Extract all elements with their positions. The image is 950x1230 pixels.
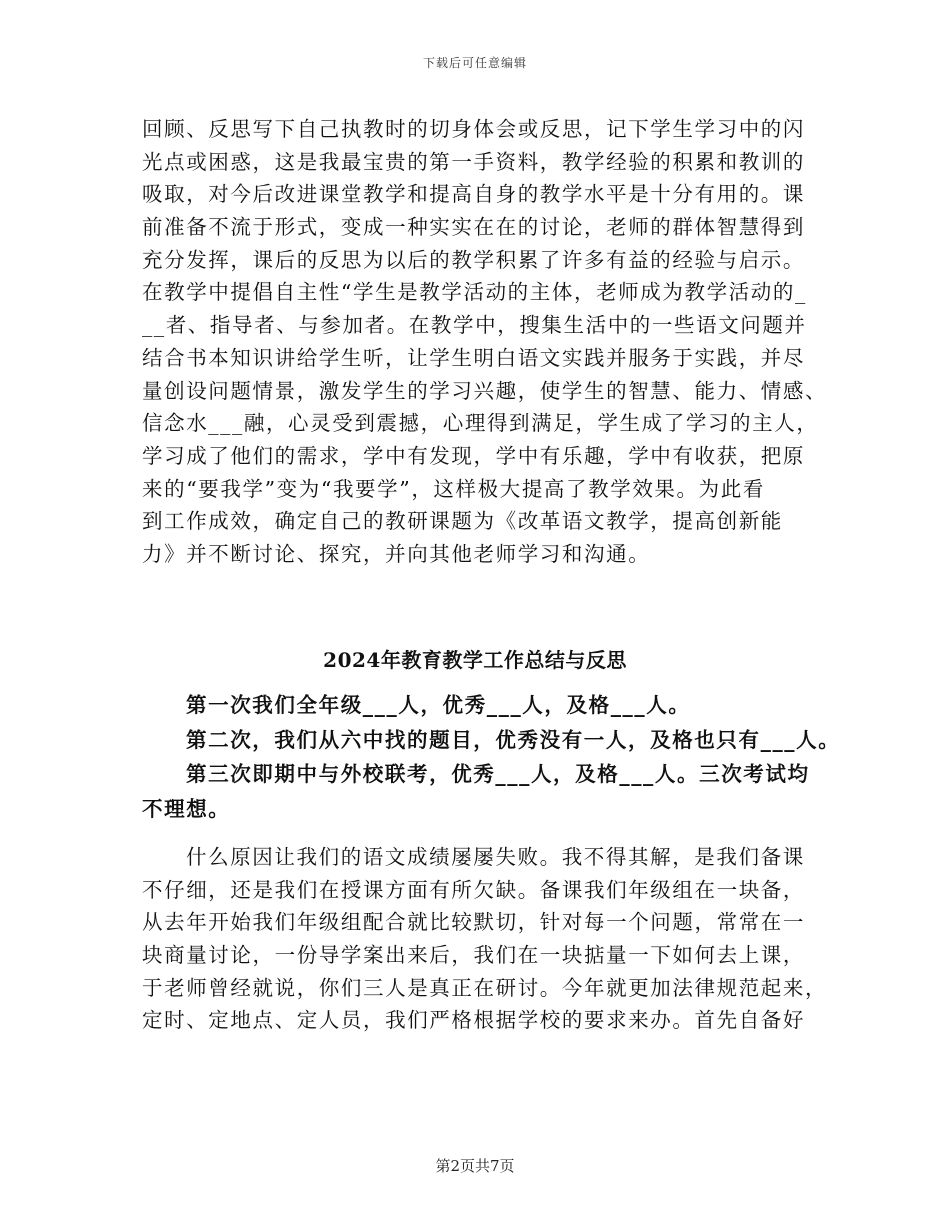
text-line: 块商量讨论，一份导学案出来后，我们在一块掂量一下如何去上课， [142, 943, 805, 968]
text-line: 信念水___融，心灵受到震撼，心理得到满足，学生成了学习的主人， [142, 411, 819, 436]
exam-results [142, 688, 841, 826]
text-line: 学习成了他们的需求，学中有发现，学中有乐趣，学中有收获，把原 [142, 443, 805, 468]
text-line: 于老师曾经就说，你们三人是真正在研讨。今年就更加法律规范起来， [142, 975, 828, 1000]
text-line: 回顾、反思写下自己执教时的切身体会或反思，记下学生学习中的闪 [142, 117, 805, 141]
text-line: 结合书本知识讲给学生听，让学生明白语文实践并服务于实践，并尽 [142, 345, 805, 370]
text-line: 来的“要我学”变为“我要学”，这样极大提高了教学效果。为此看 [142, 476, 765, 501]
text-line: 前准备不流于形式，变成一种实实在在的讨论，老师的群体智慧得到 [142, 215, 805, 240]
text-line: 到工作成效，确定自己的教研课题为《改革语文教学，提高创新能 [142, 509, 783, 534]
text-line: 量创设问题情景，激发学生的学习兴趣，使学生的智慧、能力、情感、 [142, 378, 828, 403]
page-number: 第2页共7页 [435, 1157, 515, 1175]
text-line: 从去年开始我们年级组配合就比较默切，针对每一个问题，常常在一 [142, 910, 805, 935]
text-line: 什么原因让我们的语文成绩屡屡失败。我不得其解，是我们备课 [186, 845, 805, 869]
results-line-first-exam: 第一次我们全年级___人，优秀___人，及格___人。 [186, 693, 691, 717]
results-line-third-exam: 第三次即期中与外校联考，优秀___人，及格___人。三次考试均 [186, 762, 810, 786]
text-line: 在教学中提倡自主性“学生是教学活动的主体，老师成为教学活动的_ [142, 280, 807, 305]
text-line: 充分发挥，课后的反思为以后的教学积累了许多有益的经验与启示。 [142, 247, 805, 272]
text-line: 不仔细，还是我们在授课方面有所欠缺。备课我们年级组在一块备， [142, 877, 805, 902]
header-note: 下载后可任意编辑 [422, 56, 527, 70]
paragraph-analysis [142, 841, 832, 1037]
paragraph-continued [142, 113, 832, 571]
results-line-third-exam-cont: 不理想。 [142, 796, 231, 821]
results-line-second-exam: 第二次，我们从六中找的题目，优秀没有一人，及格也只有___人。 [186, 727, 841, 752]
text-line: __者、指导者、与参加者。在教学中，搜集生活中的一些语文问题并 [142, 313, 807, 338]
text-line: 定时、定地点、定人员，我们严格根据学校的要求来办。首先自备好 [142, 1008, 805, 1033]
text-line: 力》并不断讨论、探究，并向其他老师学习和沟通。 [142, 541, 651, 566]
text-line: 光点或困惑，这是我最宝贵的第一手资料，教学经验的积累和教训的 [142, 149, 805, 174]
document-title: 2024年教育教学工作总结与反思 [323, 648, 627, 672]
text-line: 吸取，对今后改进课堂教学和提高自身的教学水平是十分有用的。课 [142, 182, 805, 207]
